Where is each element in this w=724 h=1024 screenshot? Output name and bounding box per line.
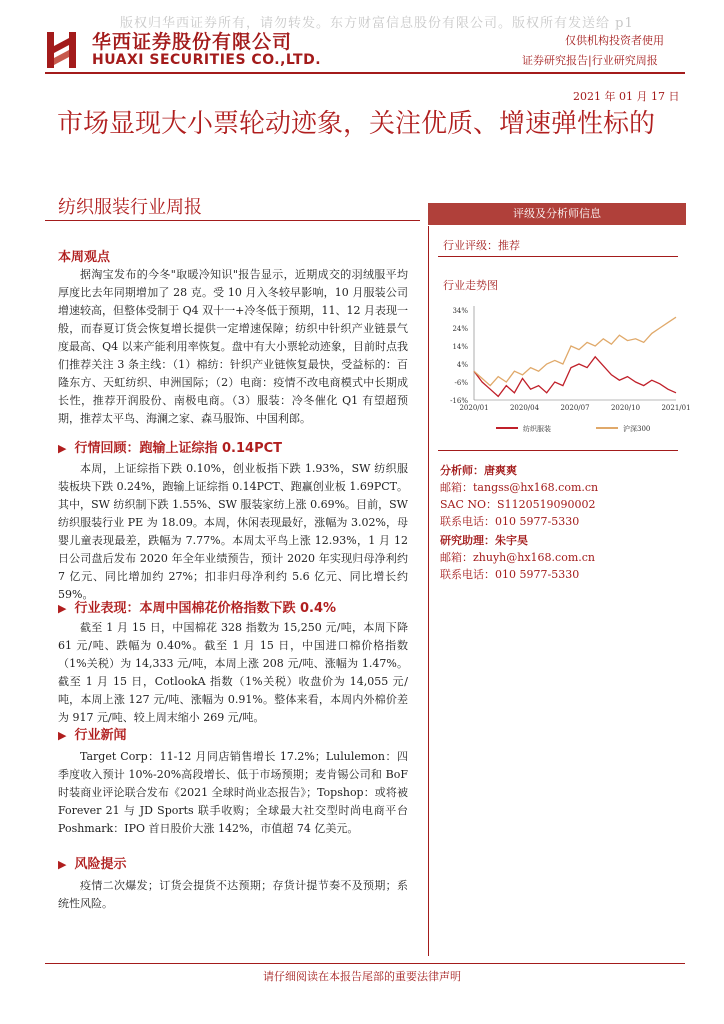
legend-label: 纺织服装 [523, 425, 551, 433]
section-head-view: 本周观点 [58, 250, 111, 265]
section-text-market: 本周，上证综指下跌 0.10%，创业板指下跌 1.93%，SW 纺织服装板块下跌 0.24%，跑输上证综指 0.14PCT、跑赢创业板 1.69PCT。其中，SW 纺织制下跌 1.55%、SW 服装家纺上涨 0.69%。目前，SW 纺织服装行业 PE 为 18.09。本周，休闲表现最好，涨幅为 3.02%，母婴儿童表现最差，跌幅为 7.77%。本周太平鸟上涨 12.93%，1 月 12 日公司盘后发布 2020 年全年业绩预告，预计 2020 年实现归母净利约 7 亿元、同比增加约 27%；扣非归母净利约 5.6 亿元、同比增长约 59%。 [58, 462, 408, 601]
y-tick-label: 14% [452, 343, 468, 351]
trend-chart-title: 行业走势图 [443, 279, 498, 292]
section-head-market [58, 437, 282, 456]
report-type-tag: 证券研究报告|行业研究周报 [522, 54, 658, 67]
news-head-label: 行业新闻 [74, 728, 127, 743]
triangle-icon: ▶ [58, 442, 67, 455]
legend-label: 沪深300 [623, 425, 651, 433]
company-name-cn: 华西证券股份有限公司 [92, 31, 293, 53]
analyst-email[interactable]: 邮箱：tangss@hx168.com.cn [440, 481, 599, 494]
assistant-email[interactable]: 邮箱：zhuyh@hx168.com.cn [440, 551, 595, 564]
x-tick-label: 2020/10 [610, 404, 641, 412]
company-name-en: HUAXI SECURITIES CO.,LTD. [92, 52, 322, 68]
sidebar-border [428, 226, 429, 956]
assistant-phone: 联系电话：010 5977-5330 [440, 568, 580, 581]
y-tick-label: -6% [454, 379, 468, 387]
huaxi-logo-icon [45, 28, 81, 70]
triangle-icon: ▶ [58, 602, 67, 615]
series-line-1 [474, 317, 676, 385]
section-head-industry [58, 597, 336, 616]
footer-disclaimer: 请仔细阅读在本报告尾部的重要法律声明 [263, 970, 461, 983]
assistant-block [440, 532, 595, 583]
trend-chart [434, 296, 691, 446]
section-text-news: Target Corp：11-12 月同店销售增长 17.2%；Lululemon：四季度收入预计 10%-20%高段增长、低于市场预期；麦肯锡公司和 BoF 时装商业评论联合发布《2021 全球时尚业态报告》；Topshop：或将被 Forever 21 与 JD Sports 联手收购；全球最大社交型时尚电商平台 Poshmark：IPO 首日股价大涨 142%，市值超 74 亿美元。 [58, 750, 408, 835]
analyst-block [440, 462, 598, 530]
report-date: 2021 年 01 月 17 日 [573, 90, 680, 103]
section-head-risk [58, 853, 126, 872]
market-head-label: 行情回顾：跑输上证综指 0.14PCT [74, 441, 283, 456]
analyst-phone: 联系电话：010 5977-5330 [440, 515, 580, 528]
chart-divider [438, 450, 678, 451]
x-tick-label: 2020/01 [459, 404, 489, 412]
x-tick-label: 2021/01 [661, 404, 691, 412]
analyst-sac: SAC NO：S1120519090002 [440, 498, 596, 511]
subtitle-divider [45, 220, 420, 221]
x-tick-label: 2020/04 [509, 404, 540, 412]
section-text-view: 据淘宝发布的今冬"取暖冷知识"报告显示，近期成交的羽绒服平均厚度比去年同期增加了 28 克。受 10 月入冬较早影响，10 月服装公司增速较高，但整体受制于 Q4 双十一+冷冬低于预期，11、12 月表现一般，而春夏订货会恢复增长提供一定增速保障；纺织中针织产业链景气度最高、Q4 以来产能利用率恢复。盘中有大小票轮动迹象，目前时点我们推荐关注 3 条主线：（1）棉纺：针织产业链恢复最快，受益标的：百隆东方、天虹纺织、申洲国际；（2）电商：疫情不改电商模式中长期成长性，推荐开润股份、南极电商。（3）服装：冷冬催化 Q1 有望超预期，推荐太平鸟、海澜之家、森马服饰、中国利郎。 [58, 268, 408, 425]
risk-head-label: 风险提示 [74, 857, 127, 872]
industry-rating: 行业评级：推荐 [443, 239, 520, 252]
triangle-icon: ▶ [58, 729, 67, 742]
series-line-0 [474, 357, 676, 397]
footer-divider [45, 963, 685, 964]
industry-head-label: 行业表现：本周中国棉花价格指数下跌 0.4% [74, 601, 337, 616]
y-tick-label: 4% [456, 361, 468, 369]
analyst-name: 分析师：唐爽爽 [440, 464, 517, 477]
y-tick-label: 24% [452, 325, 468, 333]
x-tick-label: 2020/07 [560, 404, 590, 412]
report-subtitle: 纺织服装行业周报 [58, 197, 202, 218]
audience-tag: 仅供机构投资者使用 [565, 34, 664, 47]
section-head-news [58, 724, 126, 743]
report-title: 市场显现大小票轮动迹象，关注优质、增速弹性标的 [57, 109, 656, 139]
section-text-risk: 疫情二次爆发；订货会提货不达预期；存货计提节奏不及预期；系统性风险。 [58, 879, 408, 910]
sidebar-header: 评级及分析师信息 [428, 203, 686, 225]
rating-divider [438, 256, 678, 257]
assistant-name: 研究助理：朱宇昊 [440, 534, 528, 547]
header-divider [45, 72, 685, 74]
y-tick-label: -16% [450, 397, 468, 405]
section-text-industry: 截至 1 月 15 日，中国棉花 328 指数为 15,250 元/吨，本周下降 61 元/吨、跌幅为 0.40%。截至 1 月 15 日，中国进口棉价格指数（1%关税）为 14,333 元/吨，本周上涨 208 元/吨、涨幅为 1.47%。截至 1 月 15 日，CotlookA 指数（1%关税）收盘价为 14,055 元/吨，本周上涨 127 元/吨、涨幅为 0.91%。整体来看，本周内外棉价差为 917 元/吨、较上周末缩小 269 元/吨。 [58, 621, 408, 724]
watermark-text: 版权归华西证券所有，请勿转发。东方财富信息股份有限公司。版权所有发送给 p1 [120, 16, 634, 31]
y-tick-label: 34% [452, 307, 468, 315]
triangle-icon: ▶ [58, 858, 67, 871]
